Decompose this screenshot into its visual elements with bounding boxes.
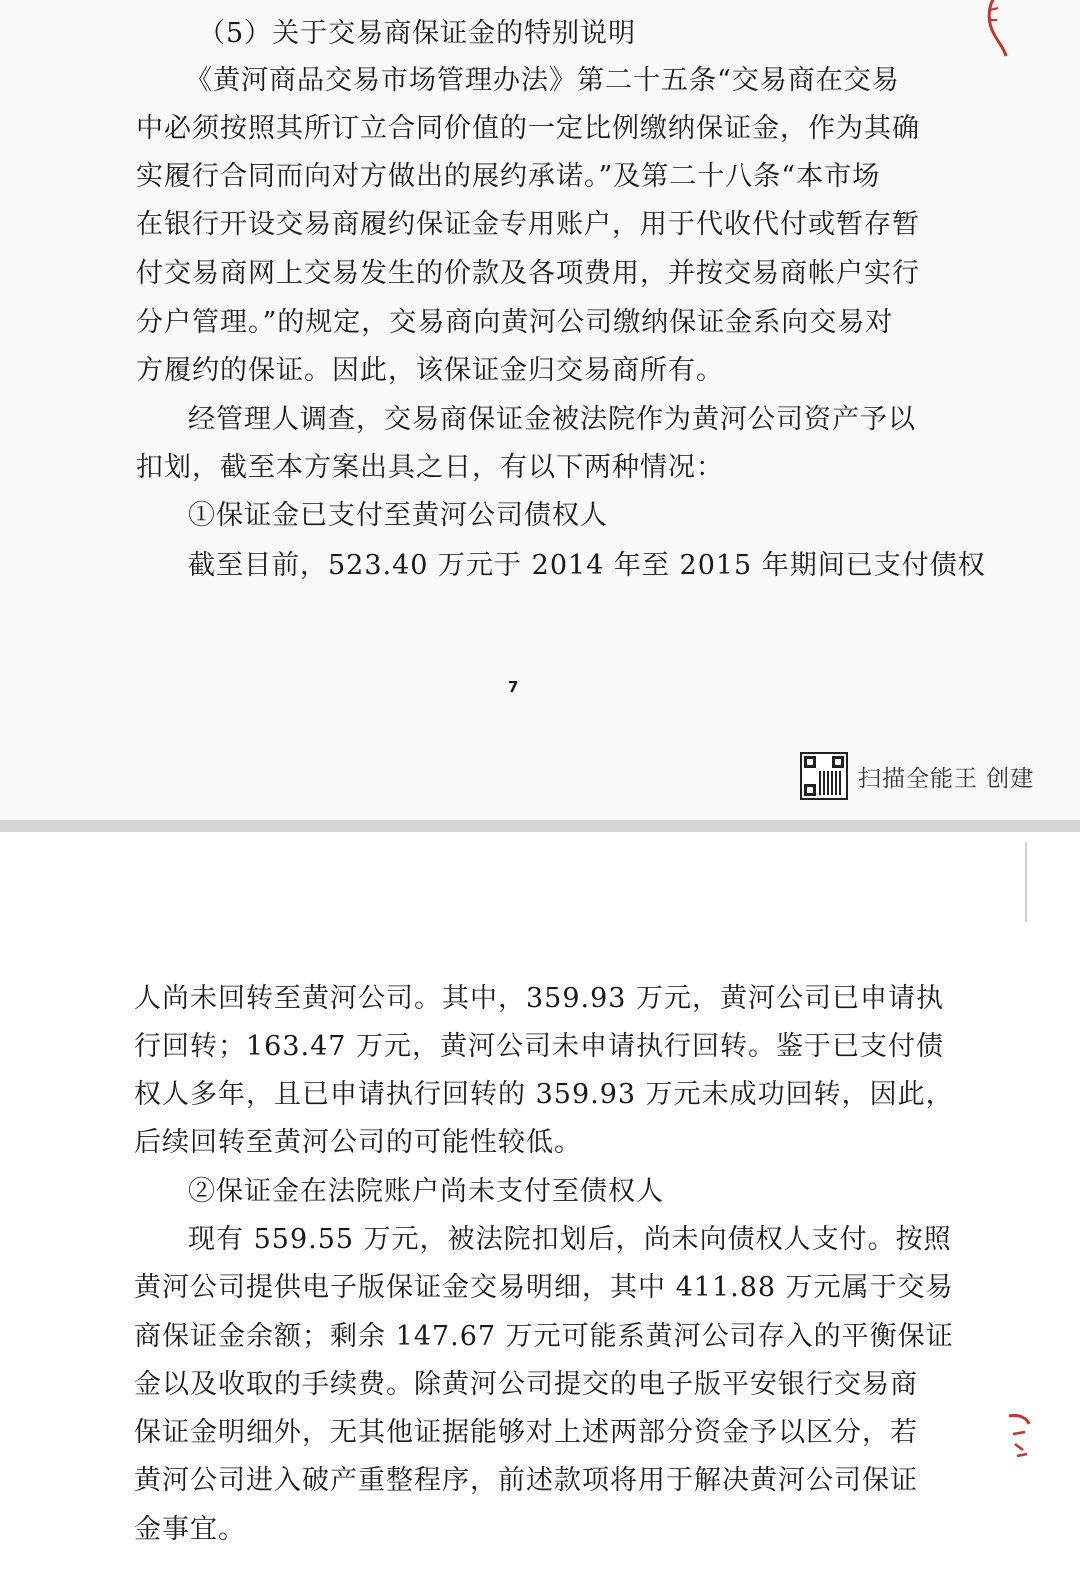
paragraph-line: 《黄河商品交易市场管理办法》第二十五条“交易商在交易 [185, 65, 900, 96]
paragraph-line: 金事宜。 [134, 1514, 246, 1545]
paragraph-line: 截至目前，523.40 万元于 2014 年至 2015 年期间已支付债权 [188, 550, 986, 581]
scanner-watermark [800, 752, 1034, 800]
paragraph-line: 经管理人调查，交易商保证金被法院作为黄河公司资产予以 [188, 404, 916, 435]
paragraph-line: 中必须按照其所订立合同价值的一定比例缴纳保证金，作为其确 [136, 113, 920, 144]
page-divider [0, 820, 1080, 832]
qr-code-icon [800, 752, 848, 800]
paragraph-line: 黄河公司进入破产重整程序，前述款项将用于解决黄河公司保证 [134, 1465, 918, 1496]
subsection-heading: ①保证金已支付至黄河公司债权人 [188, 500, 608, 531]
paragraph-line: 保证金明细外，无其他证据能够对上述两部分资金予以区分，若 [134, 1417, 918, 1448]
paragraph-line: 行回转；163.47 万元，黄河公司未申请执行回转。鉴于已支付债 [134, 1031, 945, 1062]
red-seal-stamp-icon [980, 0, 1008, 60]
document-page-2 [0, 832, 1080, 1583]
paragraph-line: 商保证金余额；剩余 147.67 万元可能系黄河公司存入的平衡保证 [134, 1321, 954, 1352]
paragraph-line: 后续回转至黄河公司的可能性较低。 [134, 1127, 582, 1158]
paragraph-line: 权人多年，且已申请执行回转的 359.93 万元未成功回转，因此， [134, 1079, 954, 1110]
paragraph-line: 现有 559.55 万元，被法院扣划后，尚未向债权人支付。按照 [188, 1224, 952, 1255]
paragraph-line: 人尚未回转至黄河公司。其中，359.93 万元，黄河公司已申请执 [134, 983, 945, 1014]
paragraph-line: 实履行合同而向对方做出的展约承诺。”及第二十八条“本市场 [136, 161, 881, 192]
page-number: 7 [508, 678, 519, 696]
paragraph-line: 扣划，截至本方案出具之日，有以下两种情况： [136, 452, 724, 483]
paragraph-line: 黄河公司提供电子版保证金交易明细，其中 411.88 万元属于交易 [134, 1272, 954, 1303]
red-seal-stamp-icon [1005, 1410, 1033, 1480]
paragraph-line: 付交易商网上交易发生的价款及各项费用，并按交易商帐户实行 [136, 258, 920, 289]
paragraph-line: 方履约的保证。因此，该保证金归交易商所有。 [136, 355, 724, 386]
paragraph-line: 在银行开设交易商履约保证金专用账户，用于代收代付或暂存暂 [136, 209, 920, 240]
scan-edge-line [1025, 842, 1027, 922]
subsection-heading: ②保证金在法院账户尚未支付至债权人 [188, 1176, 664, 1207]
section-heading: （5）关于交易商保证金的特别说明 [198, 18, 637, 49]
paragraph-line: 分户管理。”的规定，交易商向黄河公司缴纳保证金系向交易对 [136, 307, 894, 338]
paragraph-line: 金以及收取的手续费。除黄河公司提交的电子版平安银行交易商 [134, 1369, 918, 1400]
scanner-watermark-text: 扫描全能王 创建 [858, 765, 1035, 792]
